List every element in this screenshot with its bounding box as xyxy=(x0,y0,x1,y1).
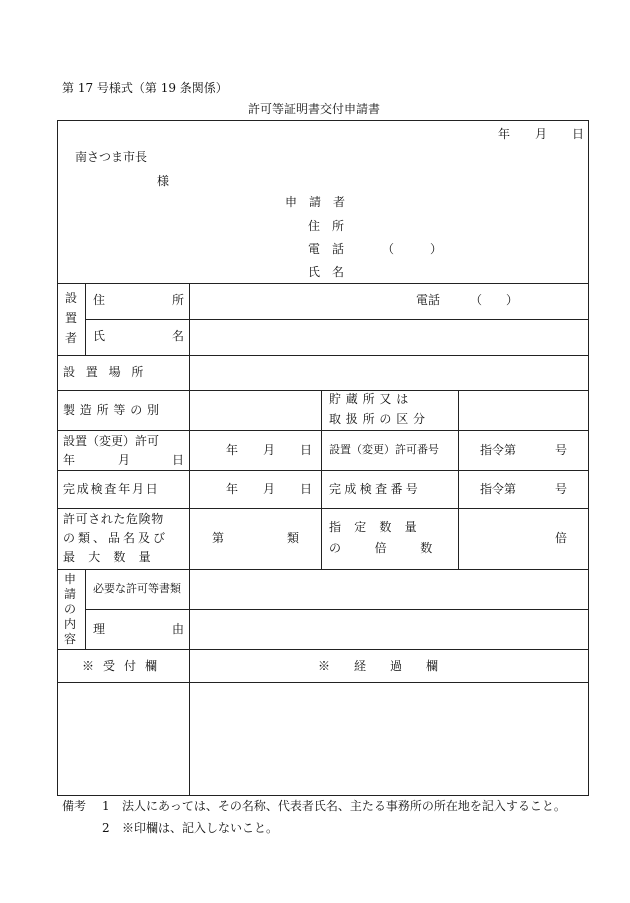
required-documents-label: 必要な許可等書類 xyxy=(93,582,181,595)
installer-vertical-label xyxy=(63,288,79,348)
rule xyxy=(57,283,589,284)
date-day-label: 日 xyxy=(572,127,585,141)
installer-char: 置 xyxy=(64,311,77,325)
storage-label-line2: 取扱所の区分 xyxy=(329,412,430,426)
progress-column-header: ※ 経 過 欄 xyxy=(318,659,445,673)
inspection-date-label: 完成検査年月日 xyxy=(63,482,160,496)
rule xyxy=(57,682,589,683)
multiple-label-line1: 指定数量 xyxy=(329,520,430,534)
installer-address-label-a: 住 xyxy=(93,293,106,307)
note-2-text: ※印欄は、記入しないこと。 xyxy=(122,821,279,835)
applicant-phone-label: 電 話 xyxy=(308,242,345,256)
installer-phone-paren: （ ） xyxy=(470,293,519,307)
inspection-date-year: 年 xyxy=(226,482,239,496)
rule xyxy=(57,390,589,391)
rule xyxy=(321,390,322,569)
rule xyxy=(85,609,589,610)
multiple-unit: 倍 xyxy=(555,531,568,545)
permit-order-suffix: 号 xyxy=(555,443,568,457)
rule xyxy=(57,649,589,650)
permit-date-label-d: 日 xyxy=(172,453,185,467)
inspection-date-month: 月 xyxy=(263,482,276,496)
storage-label-line1: 貯蔵所又は xyxy=(329,392,414,406)
request-char: 申 xyxy=(63,572,76,586)
permit-number-label: 設置（変更）許可番号 xyxy=(329,443,439,456)
rule xyxy=(85,319,589,320)
reception-column-header: ※受付欄 xyxy=(82,659,167,673)
installer-address-label-b: 所 xyxy=(172,293,185,307)
reason-label-b: 由 xyxy=(172,622,185,636)
rule xyxy=(57,470,589,471)
installer-phone-label: 電話 xyxy=(416,293,441,307)
date-year-label: 年 xyxy=(498,127,511,141)
permit-date-label-line1: 設置（変更）許可 xyxy=(63,434,160,448)
facility-type-label: 製造所等の別 xyxy=(63,403,164,417)
inspection-date-day: 日 xyxy=(300,482,313,496)
applicant-name-label: 氏 名 xyxy=(308,265,345,279)
rule xyxy=(57,430,589,431)
honorific: 様 xyxy=(157,174,170,188)
addressee: 南さつま市長 xyxy=(75,150,148,164)
hazard-label-line2: の類、品名及び xyxy=(63,531,169,545)
request-char: 請 xyxy=(63,587,76,601)
applicant-label: 申 請 者 xyxy=(285,195,346,209)
rule xyxy=(85,569,86,649)
installer-name-label-b: 名 xyxy=(172,329,185,343)
hazard-label-line3: 最大数量 xyxy=(63,550,164,564)
notes-label: 備考 xyxy=(62,799,87,813)
inspection-order-suffix: 号 xyxy=(555,482,568,496)
inspection-order-prefix: 指令第 xyxy=(480,482,517,496)
note-2-number: 2 xyxy=(102,821,110,835)
form-title: 許可等証明書交付申請書 xyxy=(248,102,381,116)
installer-name-label-a: 氏 xyxy=(93,329,106,343)
rule xyxy=(57,508,589,509)
request-vertical-label xyxy=(62,572,78,647)
permit-date-year: 年 xyxy=(226,443,239,457)
applicant-phone-paren: （ ） xyxy=(382,242,443,256)
permit-date-month: 月 xyxy=(263,443,276,457)
note-1-number: 1 xyxy=(102,799,110,813)
inspection-number-label: 完成検査番号 xyxy=(329,482,422,496)
permit-date-label-y: 年 xyxy=(63,453,76,467)
rule xyxy=(57,569,589,570)
rule xyxy=(85,283,86,355)
installer-char: 設 xyxy=(64,291,77,305)
rule xyxy=(57,355,589,356)
permit-date-day: 日 xyxy=(300,443,313,457)
rule xyxy=(189,283,190,796)
applicant-address-label: 住 所 xyxy=(308,219,345,233)
installer-char: 者 xyxy=(64,331,77,345)
hazard-label-line1: 許可された危険物 xyxy=(63,512,164,526)
date-month-label: 月 xyxy=(535,127,548,141)
reason-label-a: 理 xyxy=(93,622,106,636)
form-number: 第 17 号様式（第 19 条関係） xyxy=(62,81,228,95)
request-char: 容 xyxy=(63,632,76,646)
note-1-text: 法人にあっては、その名称、代表者氏名、主たる事務所の所在地を記入すること。 xyxy=(122,799,566,813)
request-char: 内 xyxy=(63,617,76,631)
multiple-label-line2: の倍数 xyxy=(329,541,466,555)
permit-order-prefix: 指令第 xyxy=(480,443,517,457)
hazard-class-suffix: 類 xyxy=(287,531,300,545)
permit-date-label-m: 月 xyxy=(118,453,131,467)
request-char: の xyxy=(63,602,76,616)
hazard-class-prefix: 第 xyxy=(212,531,225,545)
location-label: 設置場所 xyxy=(63,365,155,379)
